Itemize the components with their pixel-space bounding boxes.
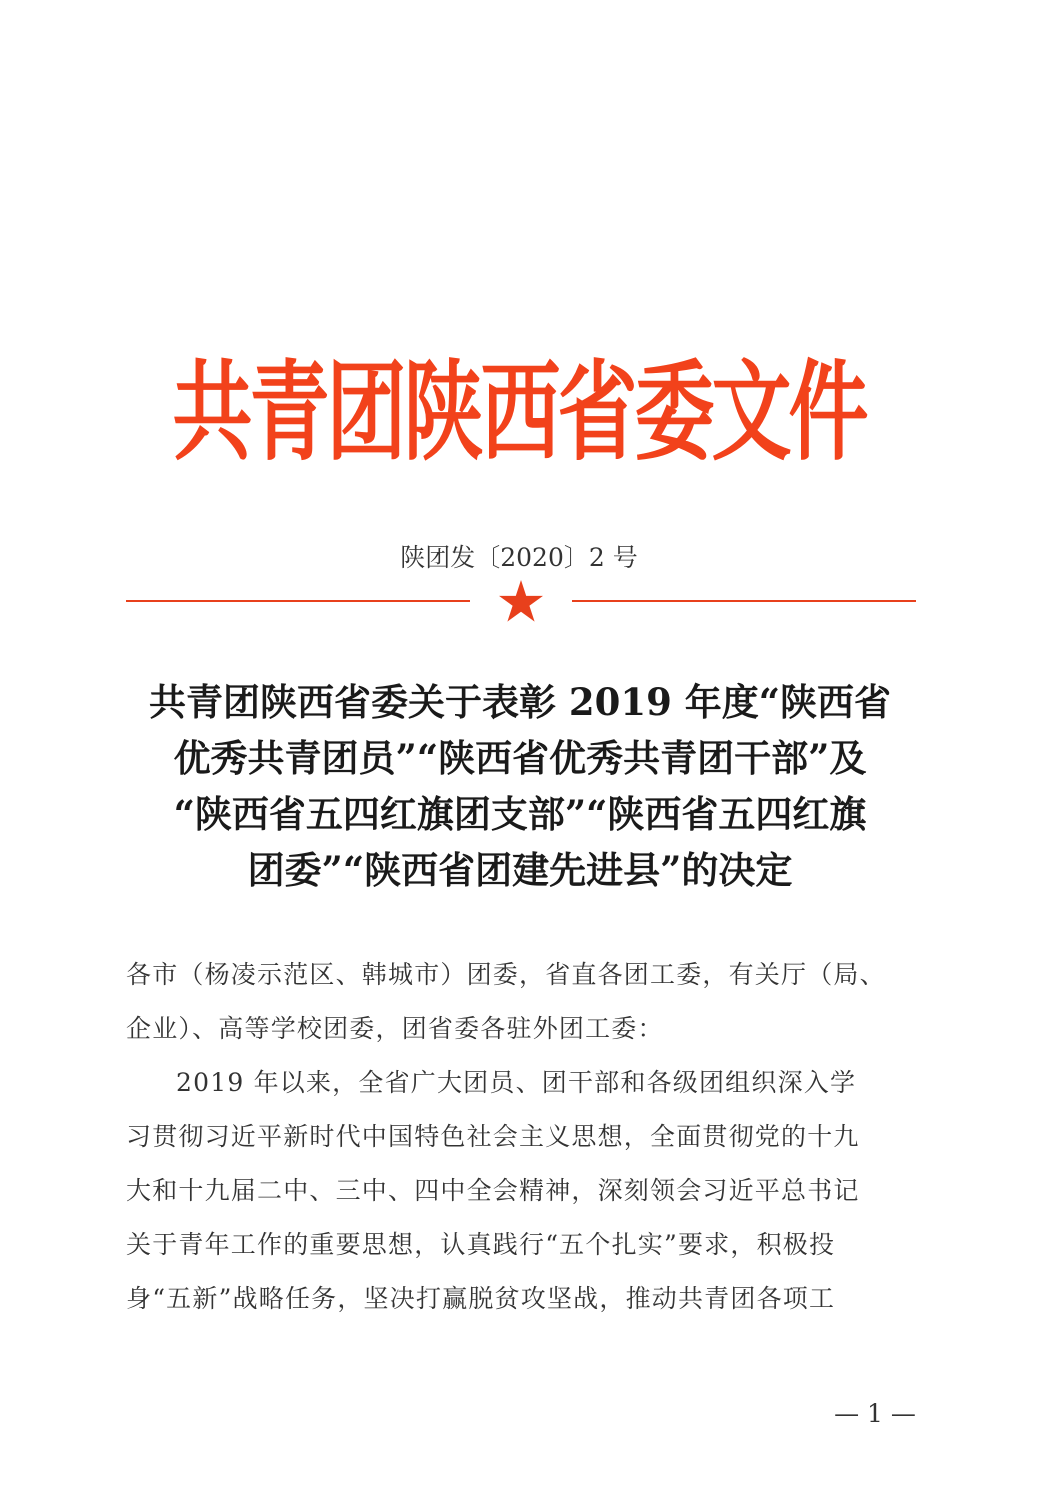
paragraph-line: 习贯彻习近平新时代中国特色社会主义思想，全面贯彻党的十九	[126, 1122, 860, 1151]
document-body	[126, 948, 918, 1326]
red-divider-right	[572, 600, 916, 602]
paragraph-line: 2019 年以来，全省广大团员、团干部和各级团组织深入学	[176, 1068, 857, 1097]
title-line: 团委”“陕西省团建先进县”的决定	[247, 848, 793, 892]
salutation-line: 各市（杨凌示范区、韩城市）团委，省直各团工委，有关厅（局、	[126, 960, 886, 989]
paragraph-line: 身“五新”战略任务，坚决打赢脱贫攻坚战，推动共青团各项工	[126, 1284, 836, 1313]
paragraph-line: 大和十九届二中、三中、四中全会精神，深刻领会习近平总书记	[126, 1176, 860, 1205]
red-divider-left	[126, 600, 470, 602]
page-number: — 1 —	[834, 1399, 916, 1428]
title-line: 优秀共青团员”“陕西省优秀共青团干部”及	[173, 736, 867, 780]
document-masthead: 共青团陕西省委文件	[172, 349, 866, 476]
document-number: 陕团发〔2020〕2 号	[400, 543, 638, 572]
star-icon	[499, 580, 543, 622]
title-line: 共青团陕西省委关于表彰 2019 年度“陕西省	[148, 680, 892, 724]
document-title	[120, 674, 920, 898]
paragraph-line: 关于青年工作的重要思想，认真践行“五个扎实”要求，积极投	[126, 1230, 836, 1259]
salutation-line: 企业）、高等学校团委，团省委各驻外团工委：	[126, 1014, 664, 1043]
title-line: “陕西省五四红旗团支部”“陕西省五四红旗	[173, 792, 867, 836]
